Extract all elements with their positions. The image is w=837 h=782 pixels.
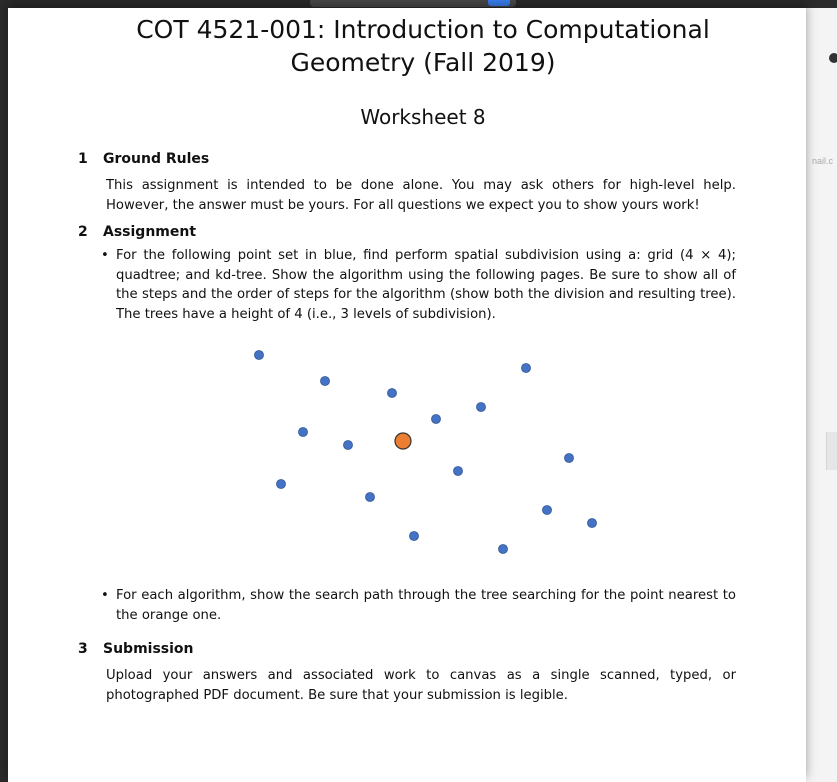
blue-point — [255, 351, 264, 360]
section-title: Assignment — [103, 224, 197, 240]
section-number: 2 — [78, 224, 88, 240]
section-title: Ground Rules — [103, 151, 210, 167]
bullet-text: For each algorithm, show the search path through the tree searching for the point nearest to the orange one. — [116, 588, 736, 623]
blue-point — [388, 389, 397, 398]
panel-partial-text: nail.c — [812, 156, 834, 166]
section-number: 1 — [78, 151, 88, 167]
blue-point — [477, 403, 486, 412]
blue-point — [344, 441, 353, 450]
ground-rules-text: This assignment is intended to be done alone. You may ask others for high-level help. However, the answer must be yours. For all questions we expect you to show yours work! — [106, 178, 736, 213]
assignment-bullet-2 — [101, 586, 736, 625]
bullet-marker: • — [101, 588, 109, 603]
blue-point — [321, 377, 330, 386]
section-title: Submission — [103, 641, 194, 657]
submission-text: Upload your answers and associated work to canvas as a single scanned, typed, or photographed PDF document. Be sure that your submission is legible. — [106, 668, 736, 703]
blue-point — [588, 519, 597, 528]
blue-point — [277, 480, 286, 489]
blue-point — [410, 532, 419, 541]
blue-point — [565, 454, 574, 463]
orange-query-point — [395, 433, 411, 449]
blue-point — [522, 364, 531, 373]
blue-point — [454, 467, 463, 476]
blue-point — [543, 506, 552, 515]
worksheet-subtitle: Worksheet 8 — [360, 105, 486, 129]
bullet-text: For the following point set in blue, find perform spatial subdivision using a: grid (4 × 4); quadtree; and kd-tree. Show the algorithm using the following pages. Be sure to show all of the steps and the order of steps for the algorithm (show both the division and resulting tree). The trees have a height of 4 (i.e., 3 levels of subdivision). — [116, 248, 736, 322]
bullet-marker: • — [101, 248, 109, 263]
section-3-heading — [78, 641, 194, 657]
blue-point — [499, 545, 508, 554]
document-title: COT 4521-001: Introduction to Computational Geometry (Fall 2019) — [136, 15, 710, 77]
blue-point — [432, 415, 441, 424]
blue-point — [366, 493, 375, 502]
section-number: 3 — [78, 641, 88, 657]
blue-point — [299, 428, 308, 437]
